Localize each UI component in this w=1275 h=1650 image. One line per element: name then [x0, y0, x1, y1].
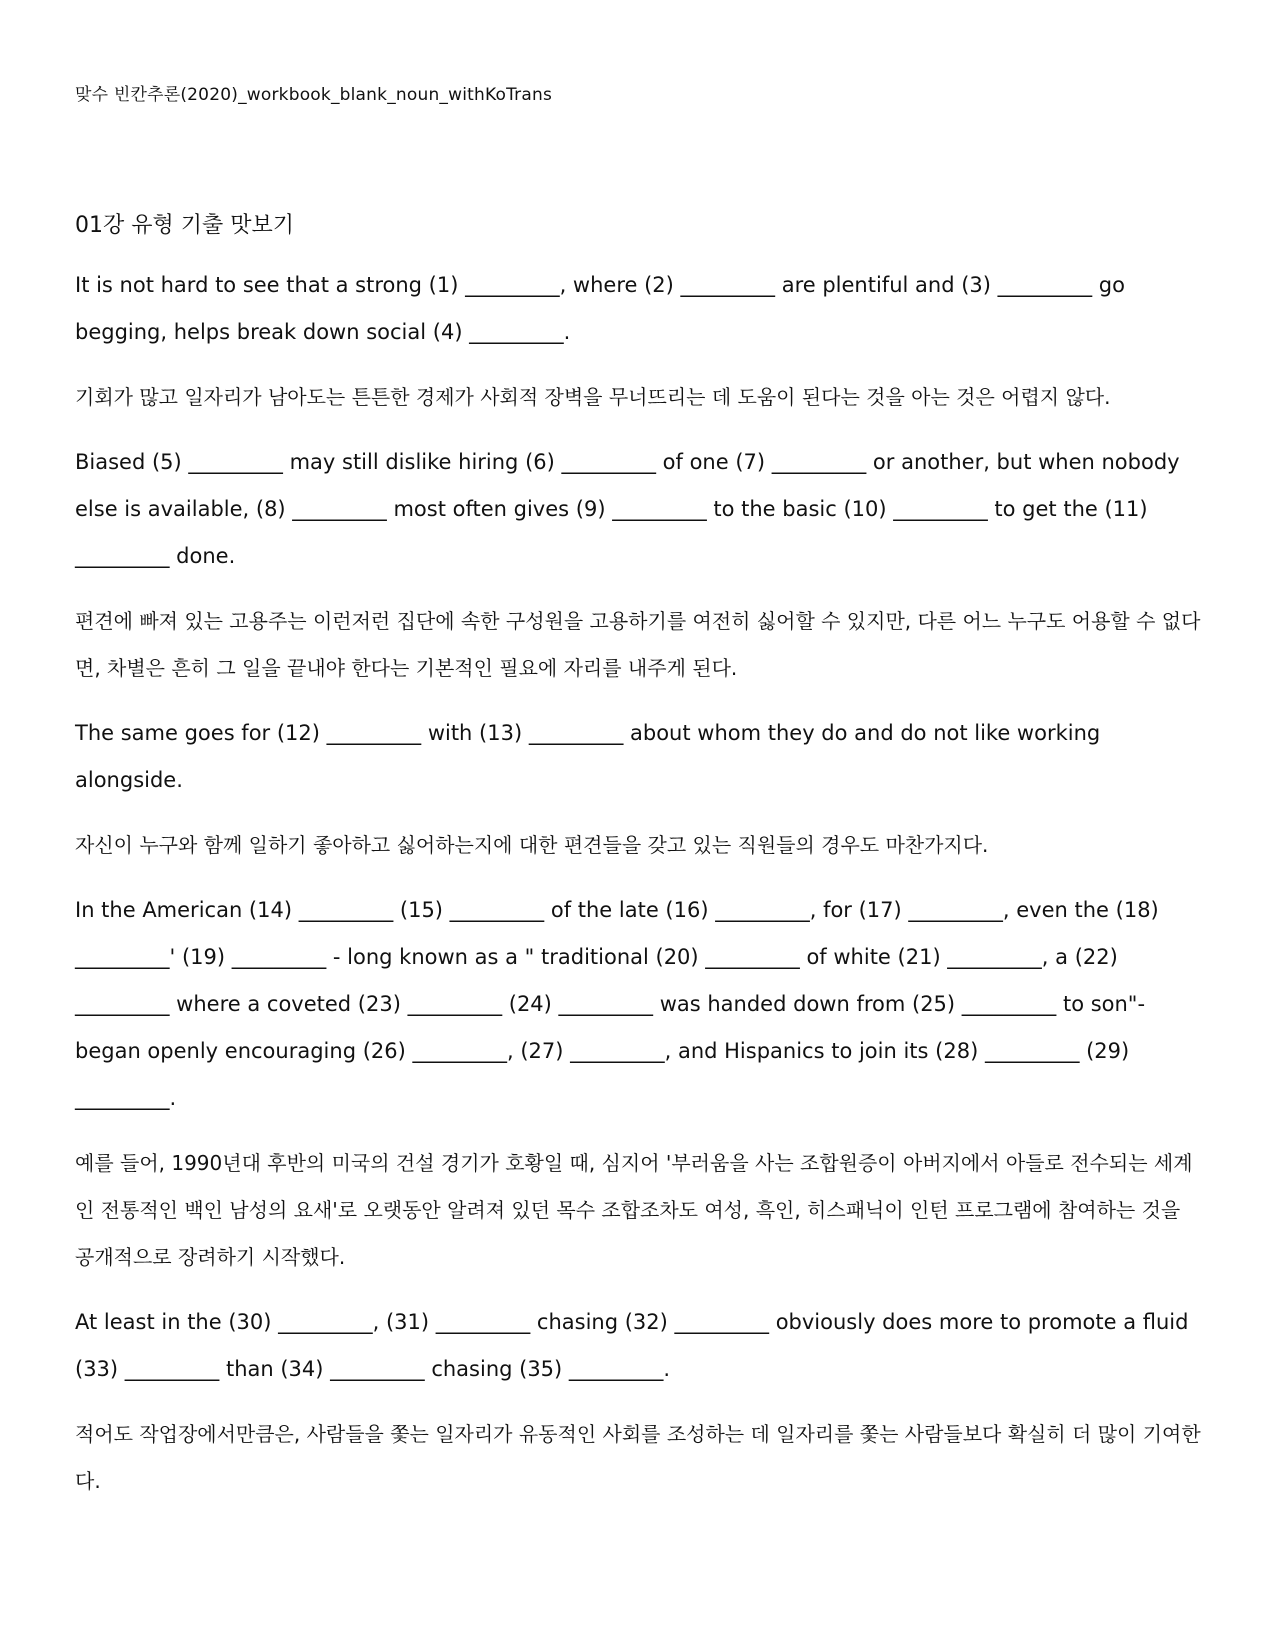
- korean-translation-2: 편견에 빠져 있는 고용주는 이런저런 집단에 속한 구성원을 고용하기를 여전히 싫어할 수 있지만, 다른 어느 누구도 어용할 수 없다면, 차별은 흔히 그 일을 끝내야 한다는 기본적인 필요에 자리를 내주게 된다.: [75, 609, 1201, 680]
- english-passage-2: Biased (5) _________ may still dislike hiring (6) _________ of one (7) _________ or another, but when nobody else is available, (8) _________ most often gives (9) _________ to the basic (10) _________ to get the (11) _________ done.: [75, 450, 1180, 568]
- english-passage-5: At least in the (30) _________, (31) _________ chasing (32) _________ obviously does more to promote a fluid (33) _________ than (34) _________ chasing (35) _________.: [75, 1310, 1189, 1381]
- korean-translation-1: 기회가 많고 일자리가 남아도는 튼튼한 경제가 사회적 장벽을 무너뜨리는 데 도움이 된다는 것을 아는 것은 어렵지 않다.: [75, 385, 1111, 409]
- section-title: 01강 유형 기출 맛보기: [75, 213, 294, 238]
- document-header: 맞수 빈칸추론(2020)_workbook_blank_noun_withKoTrans: [75, 85, 553, 105]
- korean-translation-5: 적어도 작업장에서만큼은, 사람들을 쫓는 일자리가 유동적인 사회를 조성하는 데 일자리를 쫓는 사람들보다 확실히 더 많이 기여한다.: [75, 1422, 1201, 1493]
- document-body: [75, 262, 1205, 1505]
- korean-translation-4: 예를 들어, 1990년대 후반의 미국의 건설 경기가 호황일 때, 심지어 '부러움을 사는 조합원증이 아버지에서 아들로 전수되는 세계인 전통적인 백인 남성의 요새'로 오랫동안 알려져 있던 목수 조합조차도 여성, 흑인, 히스패닉이 인턴 프로그램에 참여하는 것을 공개적으로 장려하기 시작했다.: [75, 1151, 1193, 1269]
- korean-translation-3: 자신이 누구와 함께 일하기 좋아하고 싫어하는지에 대한 편견들을 갖고 있는 직원들의 경우도 마찬가지다.: [75, 833, 989, 857]
- english-passage-3: The same goes for (12) _________ with (13) _________ about whom they do and do not like working alongside.: [75, 721, 1101, 792]
- english-passage-1: It is not hard to see that a strong (1) _________, where (2) _________ are plentiful and (3) _________ go begging, helps break down social (4) _________.: [75, 273, 1125, 344]
- english-passage-4: In the American (14) _________ (15) _________ of the late (16) _________, for (17) _________, even the (18) _________' (19) _________ - long known as a " traditional (20) _________ of white (21) _________, a (22) _________ where a coveted (23) _________ (24) _________ was handed down from (25) _________ to son"-began openly encouraging (26) _________, (27) _________, and Hispanics to join its (28) _________ (29) _________.: [75, 898, 1159, 1110]
